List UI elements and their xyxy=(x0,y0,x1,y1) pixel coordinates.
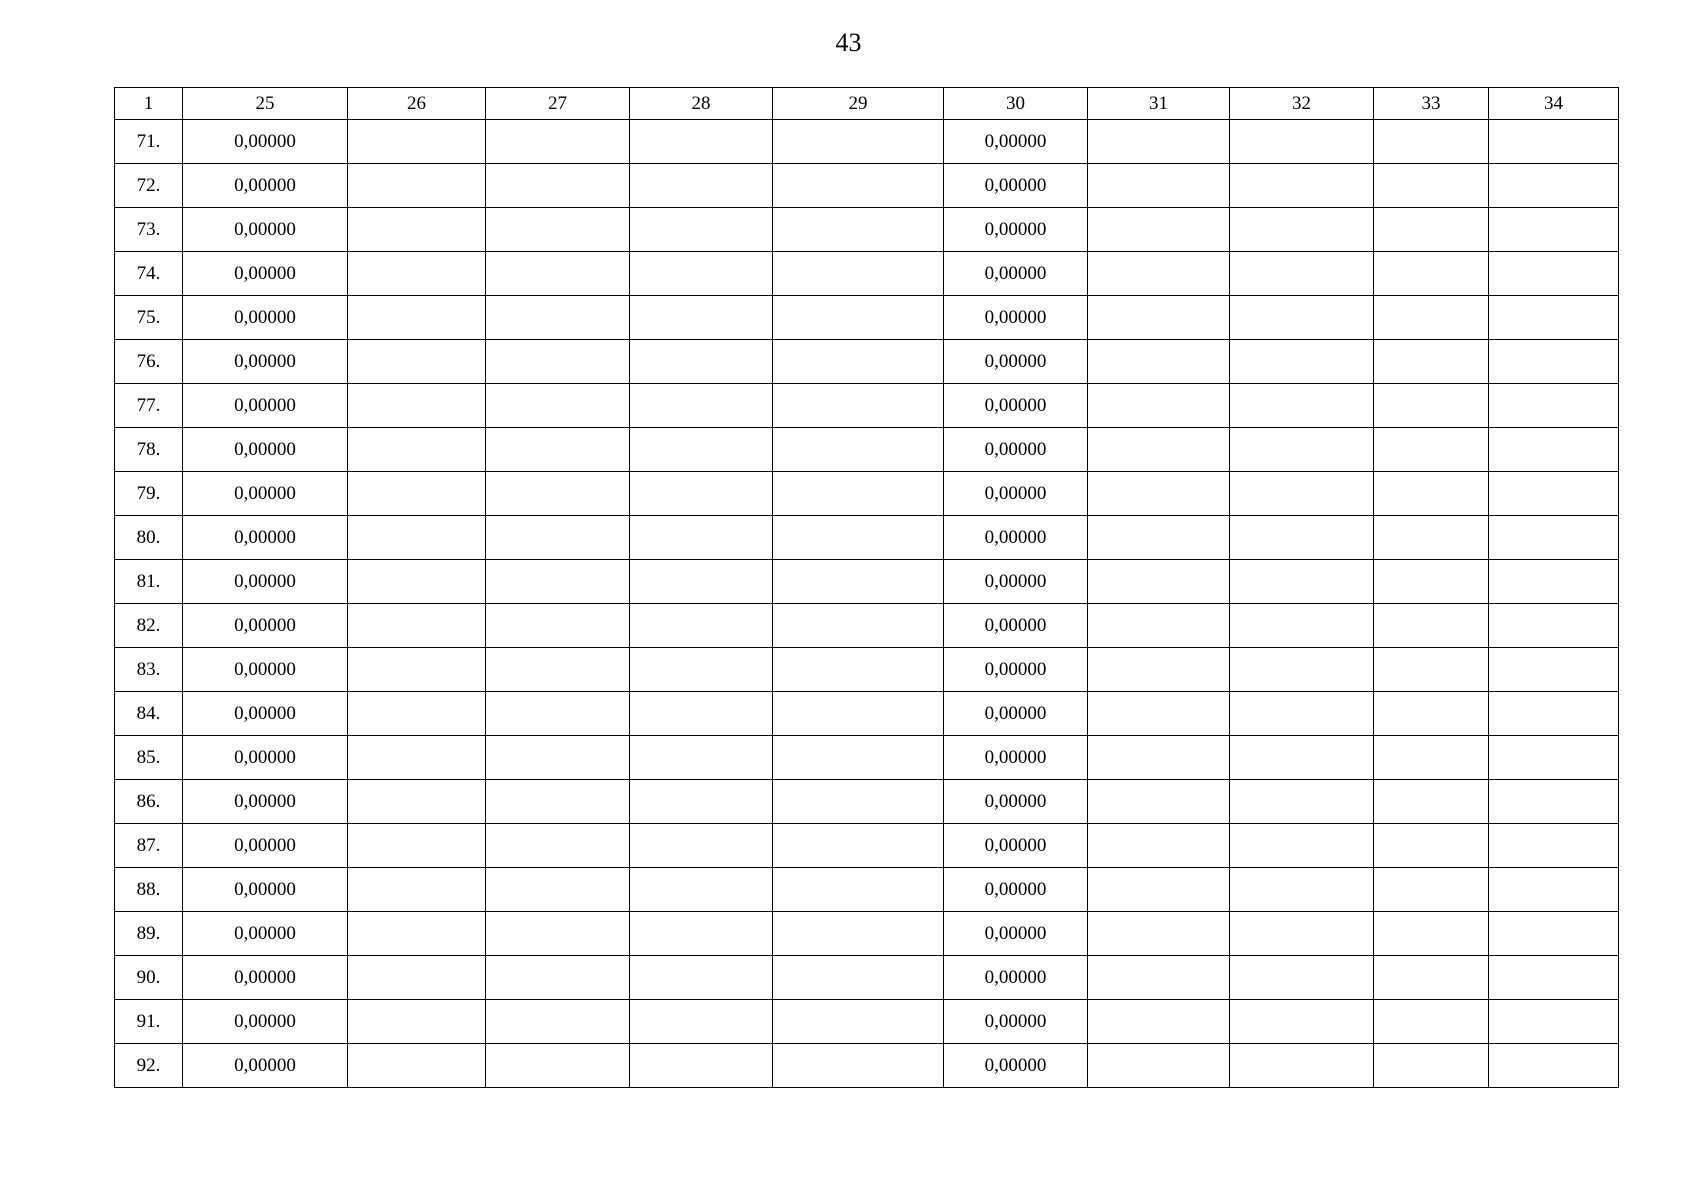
table-cell xyxy=(1489,912,1619,956)
table-cell xyxy=(1230,120,1374,164)
table-row xyxy=(115,340,1619,384)
table-cell: 0,00000 xyxy=(944,868,1088,912)
table-cell xyxy=(773,384,944,428)
table-row xyxy=(115,1044,1619,1088)
table-cell xyxy=(630,428,773,472)
table-cell xyxy=(348,868,486,912)
table-row xyxy=(115,472,1619,516)
table-cell xyxy=(1088,1044,1230,1088)
row-number-cell: 88. xyxy=(115,868,183,912)
table-cell xyxy=(630,340,773,384)
data-table xyxy=(114,87,1619,1088)
table-cell xyxy=(486,692,630,736)
table-cell: 0,00000 xyxy=(944,164,1088,208)
table-cell: 0,00000 xyxy=(183,472,348,516)
table-cell xyxy=(630,780,773,824)
table-cell xyxy=(1230,868,1374,912)
table-cell xyxy=(486,956,630,1000)
table-cell xyxy=(348,824,486,868)
column-header: 26 xyxy=(348,88,486,120)
table-cell: 0,00000 xyxy=(944,384,1088,428)
table-cell xyxy=(1489,340,1619,384)
table-cell xyxy=(773,120,944,164)
table-cell xyxy=(1088,956,1230,1000)
table-cell xyxy=(773,648,944,692)
table-cell xyxy=(1088,692,1230,736)
row-number-cell: 78. xyxy=(115,428,183,472)
table-cell xyxy=(486,912,630,956)
table-cell xyxy=(486,252,630,296)
table-cell xyxy=(1088,868,1230,912)
row-number-cell: 90. xyxy=(115,956,183,1000)
row-number-cell: 72. xyxy=(115,164,183,208)
table-cell xyxy=(486,340,630,384)
table-cell xyxy=(773,296,944,340)
table-cell: 0,00000 xyxy=(944,780,1088,824)
table-cell xyxy=(1489,164,1619,208)
table-cell xyxy=(348,516,486,560)
table-cell: 0,00000 xyxy=(944,604,1088,648)
table-cell xyxy=(486,516,630,560)
table-cell xyxy=(1088,648,1230,692)
row-number-cell: 91. xyxy=(115,1000,183,1044)
table-cell xyxy=(1489,384,1619,428)
table-cell xyxy=(348,736,486,780)
row-number-cell: 74. xyxy=(115,252,183,296)
table-cell xyxy=(1088,824,1230,868)
table-cell xyxy=(1374,252,1489,296)
table-row xyxy=(115,692,1619,736)
table-cell xyxy=(773,824,944,868)
table-cell xyxy=(1374,428,1489,472)
table-cell xyxy=(1230,692,1374,736)
table-cell xyxy=(1374,560,1489,604)
table-cell xyxy=(1230,296,1374,340)
table-cell xyxy=(1374,120,1489,164)
table-cell xyxy=(1230,1044,1374,1088)
table-cell: 0,00000 xyxy=(944,692,1088,736)
table-cell xyxy=(1230,736,1374,780)
table-cell: 0,00000 xyxy=(183,296,348,340)
table-cell xyxy=(348,780,486,824)
table-cell xyxy=(1489,736,1619,780)
table-cell xyxy=(773,868,944,912)
table-row xyxy=(115,208,1619,252)
column-header: 28 xyxy=(630,88,773,120)
table-cell xyxy=(1230,428,1374,472)
table-cell xyxy=(1489,208,1619,252)
table-cell xyxy=(630,1000,773,1044)
table-cell: 0,00000 xyxy=(183,956,348,1000)
table-cell: 0,00000 xyxy=(183,208,348,252)
table-cell xyxy=(1374,648,1489,692)
table-cell xyxy=(1489,428,1619,472)
table-cell: 0,00000 xyxy=(183,560,348,604)
table-cell xyxy=(1374,1000,1489,1044)
table-cell xyxy=(773,736,944,780)
table-cell xyxy=(486,428,630,472)
table-cell xyxy=(348,560,486,604)
table-cell xyxy=(1230,164,1374,208)
table-cell xyxy=(1489,824,1619,868)
table-cell xyxy=(1489,868,1619,912)
table-cell xyxy=(486,868,630,912)
table-row xyxy=(115,912,1619,956)
table-cell xyxy=(773,164,944,208)
row-number-cell: 76. xyxy=(115,340,183,384)
table-cell: 0,00000 xyxy=(183,868,348,912)
table-cell xyxy=(1489,956,1619,1000)
table-cell xyxy=(630,1044,773,1088)
table-cell xyxy=(630,560,773,604)
table-cell xyxy=(486,736,630,780)
row-number-cell: 92. xyxy=(115,1044,183,1088)
table-cell: 0,00000 xyxy=(944,252,1088,296)
table-cell xyxy=(1088,208,1230,252)
table-cell: 0,00000 xyxy=(183,164,348,208)
table-cell: 0,00000 xyxy=(183,604,348,648)
table-cell xyxy=(348,1044,486,1088)
row-number-cell: 83. xyxy=(115,648,183,692)
table-cell xyxy=(630,868,773,912)
table-cell: 0,00000 xyxy=(944,340,1088,384)
table-row xyxy=(115,868,1619,912)
table-cell xyxy=(1374,780,1489,824)
table-cell xyxy=(348,384,486,428)
table-cell xyxy=(1230,208,1374,252)
table-cell xyxy=(486,472,630,516)
table-cell xyxy=(1374,340,1489,384)
table-row xyxy=(115,428,1619,472)
table-cell xyxy=(1230,252,1374,296)
table-row xyxy=(115,164,1619,208)
table-cell xyxy=(1230,384,1374,428)
table-cell xyxy=(486,780,630,824)
table-cell: 0,00000 xyxy=(183,648,348,692)
table-cell xyxy=(630,604,773,648)
table-cell xyxy=(773,516,944,560)
table-cell xyxy=(1374,516,1489,560)
table-row xyxy=(115,604,1619,648)
table-cell: 0,00000 xyxy=(183,1000,348,1044)
table-row xyxy=(115,560,1619,604)
table-cell xyxy=(773,472,944,516)
table-cell xyxy=(1374,604,1489,648)
table-cell xyxy=(773,692,944,736)
row-number-cell: 86. xyxy=(115,780,183,824)
table-cell xyxy=(773,780,944,824)
table-cell xyxy=(1230,1000,1374,1044)
table-cell xyxy=(486,208,630,252)
table-body xyxy=(115,120,1619,1088)
table-cell xyxy=(630,164,773,208)
table-cell xyxy=(1374,912,1489,956)
table-cell xyxy=(630,736,773,780)
table-cell: 0,00000 xyxy=(944,956,1088,1000)
row-number-cell: 79. xyxy=(115,472,183,516)
table-cell xyxy=(1088,780,1230,824)
table-cell: 0,00000 xyxy=(183,516,348,560)
table-cell xyxy=(348,692,486,736)
row-number-cell: 73. xyxy=(115,208,183,252)
table-cell xyxy=(1374,956,1489,1000)
table-cell xyxy=(773,340,944,384)
table-cell xyxy=(1230,956,1374,1000)
table-cell: 0,00000 xyxy=(183,780,348,824)
table-cell: 0,00000 xyxy=(183,428,348,472)
column-header: 1 xyxy=(115,88,183,120)
table-cell xyxy=(1230,472,1374,516)
column-header: 34 xyxy=(1489,88,1619,120)
table-cell xyxy=(1230,340,1374,384)
table-cell: 0,00000 xyxy=(183,692,348,736)
table-cell: 0,00000 xyxy=(183,252,348,296)
table-cell xyxy=(773,252,944,296)
table-cell: 0,00000 xyxy=(183,912,348,956)
table-cell xyxy=(1489,120,1619,164)
table-cell xyxy=(1088,736,1230,780)
table-cell: 0,00000 xyxy=(944,1044,1088,1088)
table-cell xyxy=(1374,384,1489,428)
table-cell xyxy=(630,516,773,560)
table-cell: 0,00000 xyxy=(944,912,1088,956)
table-cell xyxy=(1374,208,1489,252)
table-row xyxy=(115,516,1619,560)
table-cell xyxy=(486,560,630,604)
table-cell: 0,00000 xyxy=(183,736,348,780)
table-row xyxy=(115,780,1619,824)
table-cell xyxy=(630,692,773,736)
table-cell xyxy=(630,252,773,296)
table-cell xyxy=(1374,736,1489,780)
table-cell xyxy=(630,824,773,868)
table-cell xyxy=(486,824,630,868)
table-row xyxy=(115,648,1619,692)
table-row xyxy=(115,384,1619,428)
table-cell xyxy=(1489,516,1619,560)
table-cell xyxy=(486,296,630,340)
table-cell: 0,00000 xyxy=(183,340,348,384)
table-cell: 0,00000 xyxy=(944,208,1088,252)
table-cell: 0,00000 xyxy=(944,516,1088,560)
table-cell xyxy=(1489,1044,1619,1088)
table-cell xyxy=(348,1000,486,1044)
table-cell: 0,00000 xyxy=(944,296,1088,340)
table-cell: 0,00000 xyxy=(944,560,1088,604)
table-cell xyxy=(1230,824,1374,868)
table-cell xyxy=(348,208,486,252)
table-cell: 0,00000 xyxy=(944,120,1088,164)
table-header xyxy=(115,88,1619,120)
table-cell xyxy=(1489,648,1619,692)
column-header: 30 xyxy=(944,88,1088,120)
table-cell: 0,00000 xyxy=(183,1044,348,1088)
table-row xyxy=(115,252,1619,296)
table-cell xyxy=(630,648,773,692)
table-cell xyxy=(773,428,944,472)
row-number-cell: 71. xyxy=(115,120,183,164)
row-number-cell: 75. xyxy=(115,296,183,340)
table-cell xyxy=(348,252,486,296)
table-cell xyxy=(1489,296,1619,340)
table-cell xyxy=(348,296,486,340)
table-cell: 0,00000 xyxy=(183,824,348,868)
row-number-cell: 81. xyxy=(115,560,183,604)
table-cell xyxy=(1489,472,1619,516)
table-row xyxy=(115,736,1619,780)
column-header: 33 xyxy=(1374,88,1489,120)
table-row xyxy=(115,120,1619,164)
table-row xyxy=(115,956,1619,1000)
table-cell xyxy=(1088,604,1230,648)
row-number-cell: 84. xyxy=(115,692,183,736)
table-cell xyxy=(773,604,944,648)
table-cell: 0,00000 xyxy=(944,824,1088,868)
table-cell xyxy=(1374,296,1489,340)
table-cell xyxy=(1489,604,1619,648)
table-cell xyxy=(773,912,944,956)
table-cell xyxy=(1088,384,1230,428)
table-cell xyxy=(486,120,630,164)
table-cell: 0,00000 xyxy=(183,120,348,164)
row-number-cell: 89. xyxy=(115,912,183,956)
table-cell xyxy=(773,208,944,252)
table-cell xyxy=(486,384,630,428)
table-cell xyxy=(1088,560,1230,604)
table-cell xyxy=(1088,120,1230,164)
table-cell xyxy=(348,120,486,164)
table-cell xyxy=(1489,252,1619,296)
table-cell xyxy=(1489,1000,1619,1044)
table-cell xyxy=(1230,516,1374,560)
table-cell xyxy=(348,956,486,1000)
column-header: 32 xyxy=(1230,88,1374,120)
table-cell xyxy=(1489,560,1619,604)
table-cell xyxy=(1374,824,1489,868)
table-cell xyxy=(630,912,773,956)
table-cell xyxy=(773,956,944,1000)
table-row xyxy=(115,1000,1619,1044)
table-cell xyxy=(1230,604,1374,648)
row-number-cell: 80. xyxy=(115,516,183,560)
column-header: 31 xyxy=(1088,88,1230,120)
table-cell xyxy=(486,164,630,208)
table-cell xyxy=(773,1044,944,1088)
table-cell xyxy=(773,560,944,604)
table-cell: 0,00000 xyxy=(944,472,1088,516)
table-cell xyxy=(486,1044,630,1088)
table-cell xyxy=(1088,516,1230,560)
header-row xyxy=(115,88,1619,120)
table-cell xyxy=(348,164,486,208)
table-cell xyxy=(1088,164,1230,208)
row-number-cell: 87. xyxy=(115,824,183,868)
table-cell xyxy=(1088,340,1230,384)
column-header: 29 xyxy=(773,88,944,120)
table-cell xyxy=(1230,560,1374,604)
table-cell xyxy=(1374,692,1489,736)
table-cell xyxy=(348,340,486,384)
table-cell xyxy=(1088,1000,1230,1044)
table-cell xyxy=(348,912,486,956)
table-cell xyxy=(1088,252,1230,296)
table-cell: 0,00000 xyxy=(183,384,348,428)
table-row xyxy=(115,824,1619,868)
table-cell: 0,00000 xyxy=(944,1000,1088,1044)
table-cell xyxy=(773,1000,944,1044)
table-cell xyxy=(348,428,486,472)
table-cell xyxy=(630,296,773,340)
table-cell xyxy=(630,956,773,1000)
table-cell xyxy=(486,604,630,648)
table-cell xyxy=(1374,868,1489,912)
table-cell xyxy=(1088,296,1230,340)
table-cell xyxy=(1088,428,1230,472)
row-number-cell: 82. xyxy=(115,604,183,648)
table-cell xyxy=(1230,648,1374,692)
table-row xyxy=(115,296,1619,340)
table-cell: 0,00000 xyxy=(944,648,1088,692)
table-cell xyxy=(1374,472,1489,516)
column-header: 27 xyxy=(486,88,630,120)
table-cell xyxy=(1088,472,1230,516)
table-cell xyxy=(1230,780,1374,824)
table-cell xyxy=(1489,780,1619,824)
table-cell xyxy=(1374,164,1489,208)
table-cell xyxy=(630,208,773,252)
page-number: 43 xyxy=(835,28,862,57)
table-cell xyxy=(1489,692,1619,736)
table-cell xyxy=(1230,912,1374,956)
row-number-cell: 77. xyxy=(115,384,183,428)
table-cell xyxy=(630,472,773,516)
column-header: 25 xyxy=(183,88,348,120)
table-cell xyxy=(1374,1044,1489,1088)
table-cell xyxy=(630,120,773,164)
table-cell xyxy=(348,472,486,516)
table-cell: 0,00000 xyxy=(944,736,1088,780)
row-number-cell: 85. xyxy=(115,736,183,780)
table-cell xyxy=(348,604,486,648)
table-cell xyxy=(1088,912,1230,956)
table-cell xyxy=(630,384,773,428)
table-cell xyxy=(486,648,630,692)
table-cell: 0,00000 xyxy=(944,428,1088,472)
table-cell xyxy=(486,1000,630,1044)
table-cell xyxy=(348,648,486,692)
